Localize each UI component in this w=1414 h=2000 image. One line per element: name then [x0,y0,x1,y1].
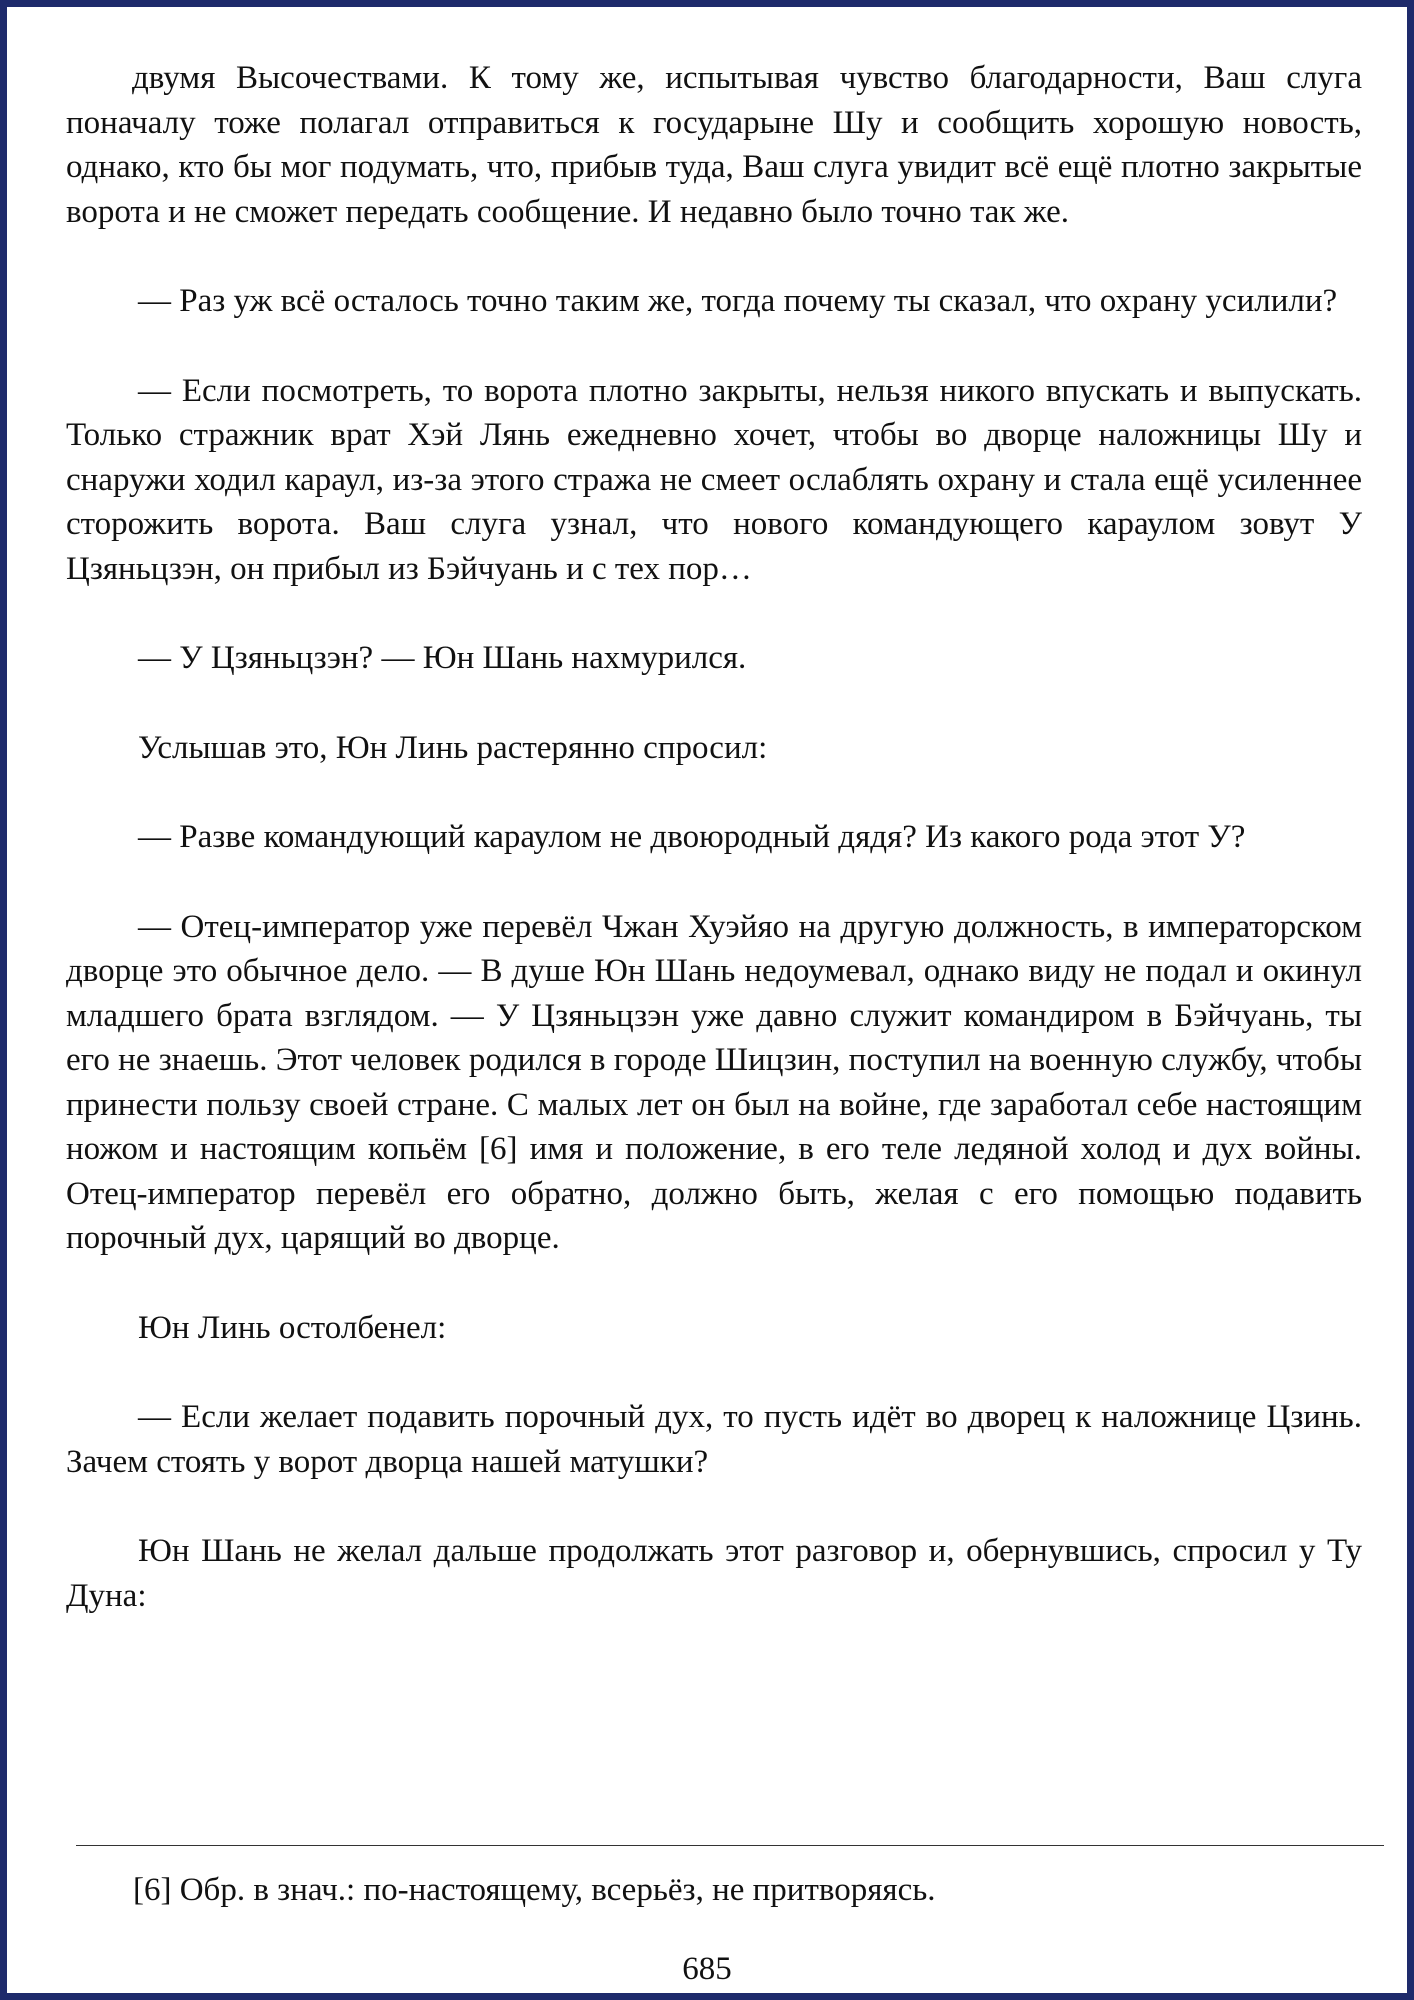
paragraph: — Разве командующий караулом не двоюродный дядя? Из какого рода этот У? [138,819,1246,855]
paragraph: — У Цзяньцзэн? — Юн Шань нахмурился. [138,640,747,676]
paragraph: двумя Высочествами. К тому же, испытывая чувство благодарности, Ваш слуга поначалу тоже полагал отправиться к государыне Шу и сообщить хорошую новость, однако, кто бы мог подумать, что, прибыв туда, Ваш слуга увидит всё ещё плотно закрытые ворота и не сможет передать сообщение. И недавно было точно так же. [66,60,1362,230]
main-text [66,56,1362,1663]
paragraph: — Раз уж всё осталось точно таким же, тогда почему ты сказал, что охрану усилили? [138,283,1338,319]
footnote-divider [76,1845,1384,1846]
paragraph: — Если посмотреть, то ворота плотно закрыты, нельзя никого впускать и выпускать. Только стражник врат Хэй Лянь ежедневно хочет, чтобы во дворце наложницы Шу и снаружи ходил караул, из-за этого стража не смеет ослаблять охрану и стала ещё усиленнее сторожить ворота. Ваш слуга узнал, что нового командующего караулом зовут У Цзяньцзэн, он прибыл из Бэйчуань и с тех пор… [66,372,1362,587]
paragraph: Услышав это, Юн Линь растерянно спросил: [138,729,768,766]
footnote: [6] Обр. в знач.: по-настоящему, всерьёз, не притворяясь. [133,1872,936,1908]
paragraph: Юн Шань не желал дальше продолжать этот разговор и, обернувшись, спросил у Ту Дуна: [66,1533,1362,1614]
paragraph: — Отец-император уже перевёл Чжан Хуэйяо на другую должность, в императорском дворце это обычное дело. — В душе Юн Шань недоумевал, однако виду не подал и окинул младшего брата взглядом. — У Цзяньцзэн уже давно служит командиром в Бэйчуань, ты его не знаешь. Этот человек родился в городе Шицзин, поступил на военную службу, чтобы принести пользу своей стране. С малых лет он был на войне, где заработал себе настоящим ножом и настоящим копьём [6] имя и положение, в его теле ледяной холод и дух войны. Отец-император перевёл его обратно, должно быть, желая с его помощью подавить порочный дух, царящий во дворце. [66,908,1362,1256]
paragraph: Юн Линь остолбенел: [138,1309,447,1346]
page-number: 685 [682,1951,732,1987]
paragraph: — Если желает подавить порочный дух, то пусть идёт во дворец к наложнице Цзинь. Зачем стоять у ворот дворца нашей матушки? [66,1399,1362,1480]
